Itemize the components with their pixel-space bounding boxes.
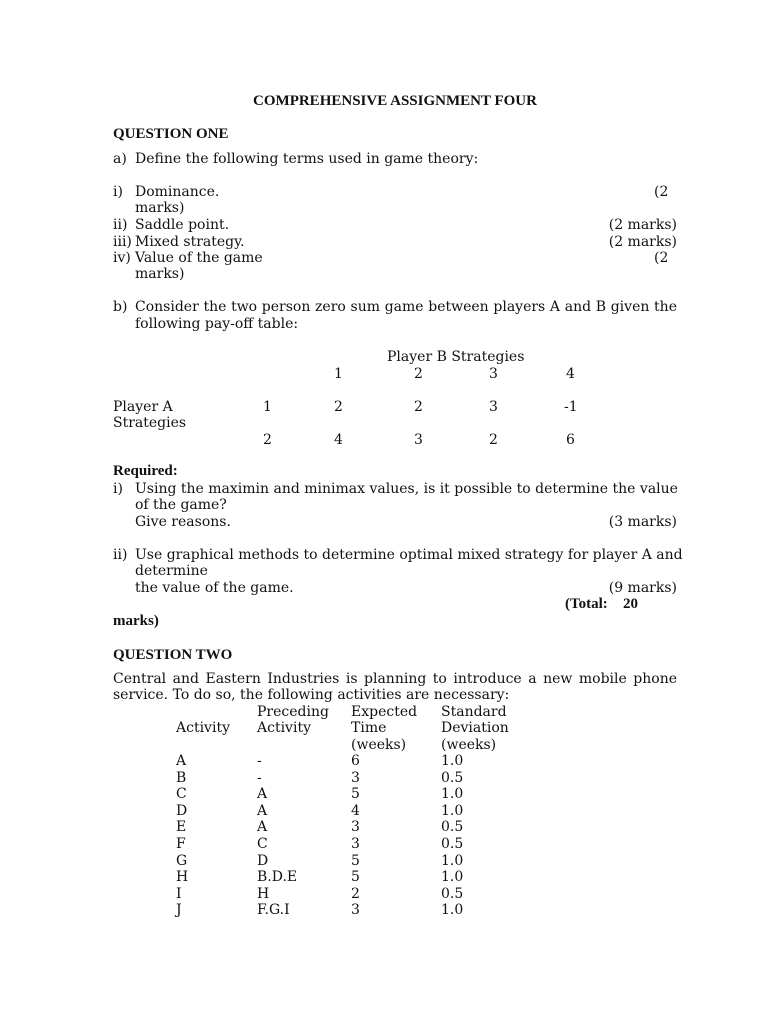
preceding-cell: A — [257, 802, 268, 819]
col-header-sd: (weeks) — [441, 737, 497, 753]
preceding-cell: H — [257, 885, 270, 902]
col-header-sd: Deviation — [441, 720, 509, 736]
expected-time-cell: 3 — [351, 902, 360, 919]
activity-cell: F — [176, 836, 186, 852]
activity-cell: I — [176, 885, 182, 902]
activity-cell: J — [176, 902, 182, 919]
term-marks: (2 marks) — [608, 217, 677, 233]
std-dev-cell: 0.5 — [441, 836, 464, 852]
payoff-cell: 6 — [566, 432, 575, 448]
b-strategy-label: 2 — [414, 366, 423, 382]
total-marks-value: 20 — [623, 596, 638, 612]
preceding-cell: A — [257, 819, 268, 836]
std-dev-cell: 1.0 — [441, 869, 464, 886]
b-strategy-label: 4 — [566, 366, 575, 382]
required-text-line: of the game? — [135, 497, 227, 513]
payoff-cell: -1 — [564, 399, 578, 415]
part-b-text-line: Consider the two person zero sum game between players A and B given the — [135, 299, 677, 315]
activity-cell: A — [176, 753, 187, 769]
required-marks: (9 marks) — [608, 580, 677, 596]
expected-time-cell: 5 — [351, 786, 360, 803]
part-a-label: a) — [113, 151, 127, 167]
preceding-cell: C — [257, 836, 268, 852]
payoff-cell: 4 — [334, 432, 343, 448]
term-text: Mixed strategy. — [135, 234, 245, 250]
player-b-header: Player B Strategies — [387, 349, 525, 365]
required-number: ii) — [113, 547, 128, 563]
payoff-cell: 2 — [414, 399, 423, 415]
std-dev-cell: 1.0 — [441, 852, 464, 869]
std-dev-cell: 0.5 — [441, 769, 464, 786]
required-text-line: Using the maximin and minimax values, is it possible to determine the value — [135, 481, 678, 497]
activity-cell: G — [176, 852, 188, 869]
part-a-text: Define the following terms used in game theory: — [135, 151, 479, 167]
activity-cell: C — [176, 786, 187, 803]
total-marks-unit: marks) — [113, 613, 159, 629]
std-dev-cell: 1.0 — [441, 902, 464, 919]
expected-time-cell: 3 — [351, 769, 360, 786]
required-text-line: the value of the game. — [135, 580, 294, 596]
expected-time-cell: 3 — [351, 836, 360, 852]
expected-time-cell: 5 — [351, 852, 360, 869]
expected-time-cell: 5 — [351, 869, 360, 886]
payoff-cell: 2 — [334, 399, 343, 415]
activity-cell: D — [176, 802, 188, 819]
col-header-preceding: Preceding — [257, 704, 329, 720]
std-dev-cell: 1.0 — [441, 753, 464, 769]
total-marks-label: (Total: — [565, 596, 608, 612]
activity-cell: H — [176, 869, 189, 886]
term-text: Dominance. — [135, 184, 220, 200]
term-number: iv) — [113, 250, 131, 266]
required-number: i) — [113, 481, 123, 497]
col-header-expected: Expected — [351, 704, 418, 720]
required-marks: (3 marks) — [608, 514, 677, 530]
term-marks-continued: marks) — [135, 266, 185, 282]
preceding-cell: - — [257, 769, 262, 786]
term-marks-continued: marks) — [135, 200, 185, 216]
expected-time-cell: 6 — [351, 753, 360, 769]
question-two-heading: QUESTION TWO — [113, 647, 233, 663]
expected-time-cell: 4 — [351, 802, 360, 819]
std-dev-cell: 1.0 — [441, 786, 464, 803]
term-marks: (2 marks) — [608, 234, 677, 250]
std-dev-cell: 0.5 — [441, 885, 464, 902]
player-a-label: Strategies — [113, 415, 187, 431]
question-two-intro-line: Central and Eastern Industries is planning to introduce a new mobile phone — [113, 671, 677, 687]
part-b-text-line: following pay-off table: — [135, 316, 299, 332]
preceding-cell: - — [257, 753, 262, 769]
term-number: ii) — [113, 217, 128, 233]
std-dev-cell: 0.5 — [441, 819, 464, 836]
required-text-line: determine — [135, 563, 208, 579]
preceding-cell: B.D.E — [257, 869, 298, 886]
expected-time-cell: 3 — [351, 819, 360, 836]
activity-cell: B — [176, 769, 187, 786]
payoff-cell: 3 — [414, 432, 423, 448]
activity-cell: E — [176, 819, 187, 836]
b-strategy-label: 3 — [489, 366, 498, 382]
term-text: Value of the game — [135, 250, 263, 266]
payoff-cell: 2 — [489, 432, 498, 448]
term-marks: (2 — [654, 250, 669, 266]
term-number: i) — [113, 184, 123, 200]
part-b-label: b) — [113, 299, 128, 315]
a-strategy-label: 1 — [263, 399, 272, 415]
std-dev-cell: 1.0 — [441, 802, 464, 819]
col-header-expected: (weeks) — [351, 737, 407, 753]
preceding-cell: F.G.I — [257, 902, 290, 919]
required-text-line: Give reasons. — [135, 514, 231, 530]
b-strategy-label: 1 — [334, 366, 343, 382]
required-text-line: Use graphical methods to determine optimal mixed strategy for player A and — [135, 547, 683, 563]
col-header-expected: Time — [351, 720, 387, 736]
term-text: Saddle point. — [135, 217, 230, 233]
player-a-label: Player A — [113, 399, 173, 415]
expected-time-cell: 2 — [351, 885, 360, 902]
a-strategy-label: 2 — [263, 432, 272, 448]
col-header-preceding: Activity — [257, 720, 311, 736]
col-header-sd: Standard — [441, 704, 507, 720]
term-number: iii) — [113, 234, 132, 250]
preceding-cell: A — [257, 786, 268, 803]
preceding-cell: D — [257, 852, 269, 869]
payoff-cell: 3 — [489, 399, 498, 415]
question-two-intro-line: service. To do so, the following activities are necessary: — [113, 687, 510, 703]
question-one-heading: QUESTION ONE — [113, 126, 229, 142]
col-header-activity: Activity — [176, 720, 230, 736]
required-heading: Required: — [113, 463, 178, 479]
document-title: COMPREHENSIVE ASSIGNMENT FOUR — [253, 93, 537, 109]
term-marks: (2 — [654, 184, 669, 200]
